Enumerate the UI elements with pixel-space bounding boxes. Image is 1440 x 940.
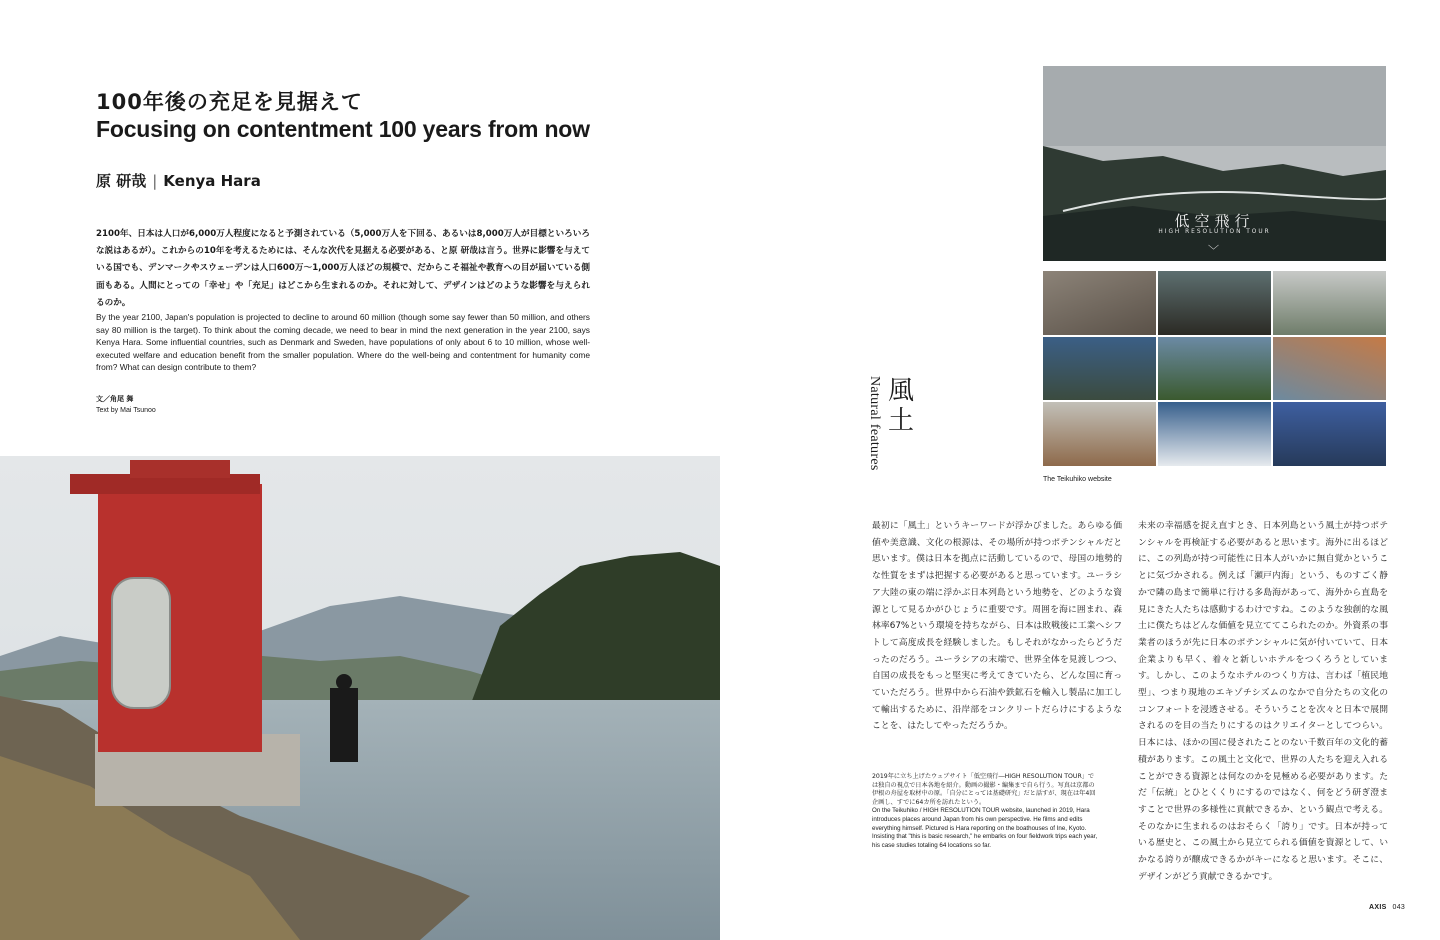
lighthouse-door <box>112 578 170 708</box>
thumbnail <box>1043 271 1156 335</box>
magazine-name: AXIS <box>1369 904 1387 911</box>
lighthouse-cap <box>130 460 230 478</box>
photo-caption-ja: 2019年に立ち上げたウェブサイト「低空飛行―HIGH RESOLUTION TOUR」では独自の視点で日本各地を紹介。動画の撮影・編集まで自ら行う。写真は京都の伊根の舟屋を取材中の原。「自分にとっては基礎研究」だと話すが、現在は年4回企画し、すでに64カ所を訪れたという。 <box>872 773 1096 806</box>
credit-en: Text by Mai Tsunoo <box>96 407 156 414</box>
author-name-en: Kenya Hara <box>163 172 261 190</box>
lead-paragraph-en: By the year 2100, Japan's population is projected to decline to around 60 million (though some say fewer than 50 million, and others say 80 million is the target). To think about the coming decade, we need to bear in mind the next generation in the year 2100, says Kenya Hara. Some influential countries, such as Denmark and Sweden, have populations of only about 6 to 10 million, whose well-executed welfare and education benefit from the smaller population. Where do the well-being and contentment for humanity come from? What can design contribute to them? <box>96 312 590 372</box>
thumbnail <box>1043 402 1156 466</box>
lead-paragraph-ja: 2100年、日本は人口が6,000万人程度になると予測されている（5,000万人を下回る、あるいは8,000万人が目標といろいろな説はあるが）。これからの10年を考えるためには、そんな次代を見据える必要がある、と原 研哉は言う。世界に影響を与えている国でも、デンマークやスウェーデンは人口600万～1,000万人ほどの規模で、だからこそ福祉や教育への目が届いている側面もある。人間にとっての「幸せ」や「充足」はどこから生まれるのか。それに対して、デザインはどのような影響を与えられるのか。 <box>96 229 590 308</box>
website-logo-subtitle: HIGH RESOLUTION TOUR <box>1158 229 1271 235</box>
thumbnail <box>1158 402 1271 466</box>
page-folio <box>1369 904 1405 911</box>
website-caption: The Teikuhiko website <box>1043 476 1112 483</box>
author-separator: | <box>152 172 158 190</box>
photo-caption-en: On the Teikuhiko / HIGH RESOLUTION TOUR website, launched in 2019, Hara introduces places around Japan from his own perspective. He films and edits everything himself. Pictured is Hara reporting on the boathouses of Ine, Kyoto. Insisting that "this is basic research," he embarks on four fieldwork trips each year, his case studies totaling 64 locations so far. <box>872 807 1098 849</box>
text-credit <box>96 394 156 416</box>
section-heading-en: Natural features <box>867 376 882 471</box>
website-logo: 低空飛行 <box>1174 212 1255 230</box>
lighthouse-photo <box>0 456 720 940</box>
article-title-en: Focusing on contentment 100 years from now <box>96 116 590 142</box>
website-thumbnail-grid <box>1043 271 1386 466</box>
section-heading-ja: 風土 <box>887 376 914 436</box>
photo-caption <box>872 773 1098 850</box>
credit-ja: 文／角尾 舞 <box>96 395 134 403</box>
thumbnail <box>1158 337 1271 401</box>
thumbnail <box>1273 402 1386 466</box>
body-column-1: 最初に「風土」というキーワードが浮かびました。あらゆる価値や美意識、文化の根源は、その場所が持つポテンシャルだと思います。僕は日本を拠点に活動しているので、母国の地勢的な性質をまずは把握する必要があると思っています。ユーラシア大陸の東の端に浮かぶ日本列島という地勢を、どのような資源として見るかがひじょうに重要です。周囲を海に囲まれ、森林率67%という環境を持ちながら、日本は敗戦後に工業へシフトして高度成長を経験しました。もしそれがなかったらどうだったのだろう。ユーラシアの末端で、世界全体を見渡しつつ、自国の成長をもっと堅実に考えてきていたら、どんな国に育っていただろう。世界中から石油や鉄鉱石を輸入し製品に加工して輸出するために、沿岸部をコンクリートだらけにするようなことを、はたしてやっただろうか。 <box>872 521 1122 732</box>
chevron-down-icon: ﹀ <box>1208 244 1219 257</box>
author-name-ja: 原 研哉 <box>96 172 147 190</box>
thumbnail <box>1273 271 1386 335</box>
body-column-2: 未来の幸福感を捉え直すとき、日本列島という風土が持つポテンシャルを再検証する必要があると思います。海外に出るほどに、この列島が持つ可能性に日本人がいかに無自覚かということに気づかされる。例えば「瀬戸内海」という、ものすごく静かで隣の島まで簡単に行ける多島海があって、海外から直島を見にきた人たちは感動するわけですね。このような独創的な風土に僕たちはどんな価値を見立ててこられたのか。外資系の事業者のほうが先に日本のポテンシャルに気が付いていて、日本企業よりも早く、着々と新しいホテルをつくろうとしています。しかし、このようなホテルのつくり方は、言わば「植民地型」、つまり現地のエキゾチシズムのなかで自分たちの文化のコンフォートを浸透させる。そういうことを次々と日本で展開されるのを目の当たりにするのはクリエイターとしてつらい。日本には、ほかの国に侵されたことのない千数百年の文化的蓄積があります。この風土と文化で、世界の人たちを迎え入れることができる資源とは何なのかを見極める必要があります。ただ「伝統」とひとくくりにするのではなく、何をどう研ぎ澄ますことで世界の多様性に貢献できるか、という観点で考える。そのなかに生まれるのはおそらく「誇り」です。日本が持っている歴史と、この風土から見立てられる価値を資源として、いかなる誇りが醸成できるかがキーになると思います。そこに、デザインがどう貢献できるかです。 <box>1138 521 1388 882</box>
article-title-ja: 100年後の充足を見据えて <box>96 90 363 114</box>
page-number: 043 <box>1392 904 1406 911</box>
thumbnail <box>1158 271 1271 335</box>
author-byline <box>96 170 261 191</box>
person-head <box>336 674 352 690</box>
section-heading <box>866 376 926 492</box>
thumbnail <box>1273 337 1386 401</box>
person <box>330 688 358 762</box>
thumbnail <box>1043 337 1156 401</box>
